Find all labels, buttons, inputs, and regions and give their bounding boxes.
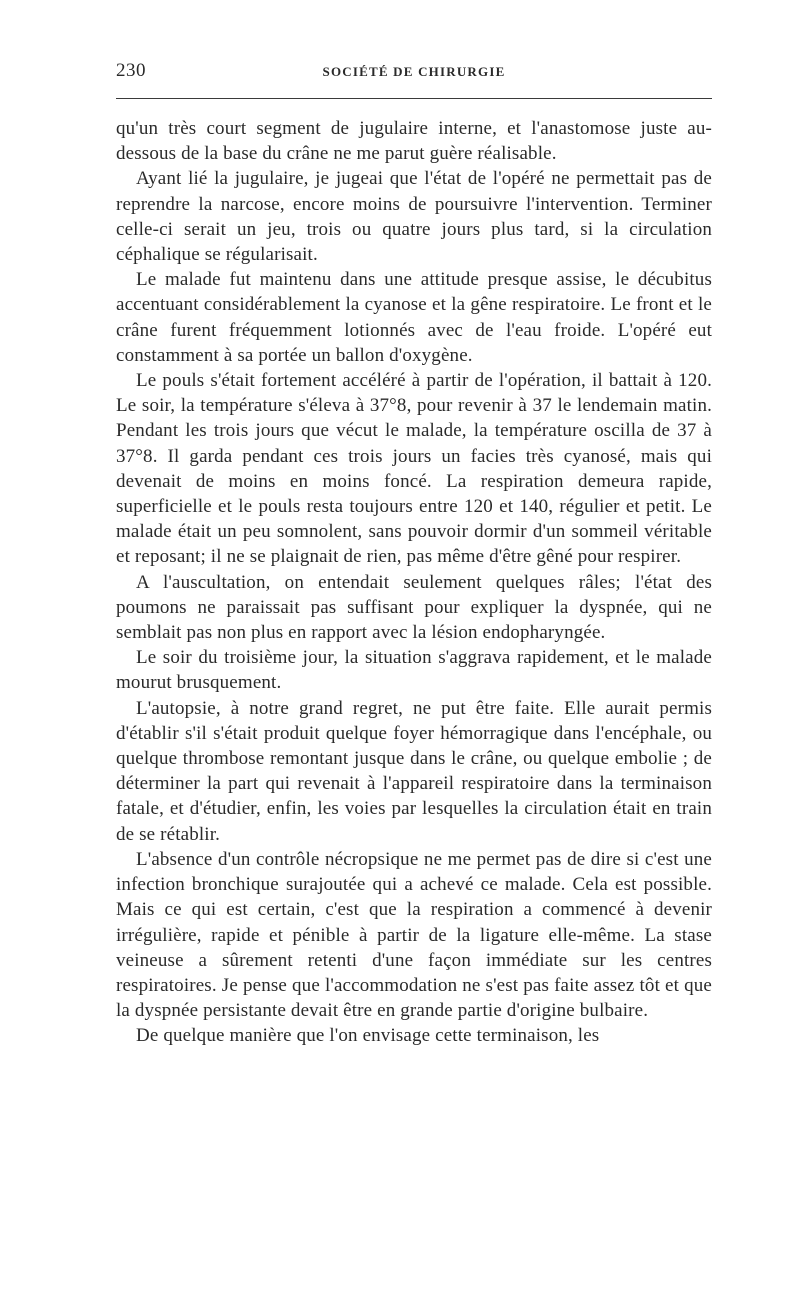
- paragraph-6: Le soir du troisième jour, la situation s'aggrava rapidement, et le malade mourut brusquement.: [116, 647, 712, 694]
- paragraph-2: Ayant lié la jugulaire, je jugeai que l'état de l'opéré ne permettait pas de reprendre la narcose, encore moins de poursuivre l'intervention. Terminer celle-ci serait un jeu, trois ou quatre jours plus tard, si la circulation céphalique se régularisait.: [116, 168, 712, 266]
- running-head: [116, 60, 712, 84]
- paragraph-7: L'autopsie, à notre grand regret, ne put être faite. Elle aurait permis d'établir s'il s'était produit quelque foyer hémorragique dans l'encéphale, ou quelque thrombose remontant jusque dans le crâne, ou quelque embolie ; de déterminer la part qui revenait à l'appareil respiratoire dans la terminaison fatale, et d'étudier, enfin, les voies par lesquelles la circulation était en train de se rétablir.: [116, 697, 712, 845]
- paragraph-9: De quelque manière que l'on envisage cette terminaison, les: [136, 1025, 600, 1047]
- paragraph-4: Le pouls s'était fortement accéléré à partir de l'opération, il battait à 120. Le soir, la température s'éleva à 37°8, pour revenir à 37 le lendemain matin. Pendant les trois jours que vécut le malade, la température oscilla de 37 à 37°8. Il garda pendant ces trois jours un facies très cyanosé, mais qui devenait de moins en moins foncé. La respiration demeura rapide, superficielle et le pouls resta toujours entre 120 et 140, régulier et petit. Le malade était un peu somnolent, sans pouvoir dormir d'un sommeil véritable et reposant; il ne se plaignait de rien, pas même d'être gêné pour respirer.: [116, 370, 712, 568]
- paragraph-8: L'absence d'un contrôle nécropsique ne me permet pas de dire si c'est une infection bronchique surajoutée qui a achevé ce malade. Cela est possible. Mais ce qui est certain, c'est que la respiration a commencé à devenir irrégulière, rapide et pénible à partir de la ligature elle-même. La stase veineuse a sûrement retenti d'une façon immédiate sur les centres respiratoires. Je pense que l'accommodation ne s'est pas faite assez tôt et que la dyspnée persistante devait être en grande partie d'origine bulbaire.: [116, 848, 712, 1022]
- paragraph-3: Le malade fut maintenu dans une attitude presque assise, le décubitus accentuant considérablement la cyanose et la gêne respiratoire. Le front et le crâne furent fréquemment lotionnés avec de l'eau froide. L'opéré eut constamment à sa portée un ballon d'oxygène.: [116, 269, 712, 366]
- paragraph-5: A l'auscultation, on entendait seulement quelques râles; l'état des poumons ne paraissait pas suffisant pour expliquer la dyspnée, qui ne semblait pas non plus en rapport avec la lésion endopharyngée.: [116, 571, 712, 644]
- header-divider: [116, 98, 712, 99]
- running-title: SOCIÉTÉ DE CHIRURGIE: [322, 64, 506, 79]
- body-text: [116, 116, 712, 1049]
- page-number: 230: [116, 60, 146, 81]
- paragraph-1: qu'un très court segment de jugulaire interne, et l'anastomose juste au-dessous de la base du crâne ne me parut guère réalisable.: [116, 118, 712, 165]
